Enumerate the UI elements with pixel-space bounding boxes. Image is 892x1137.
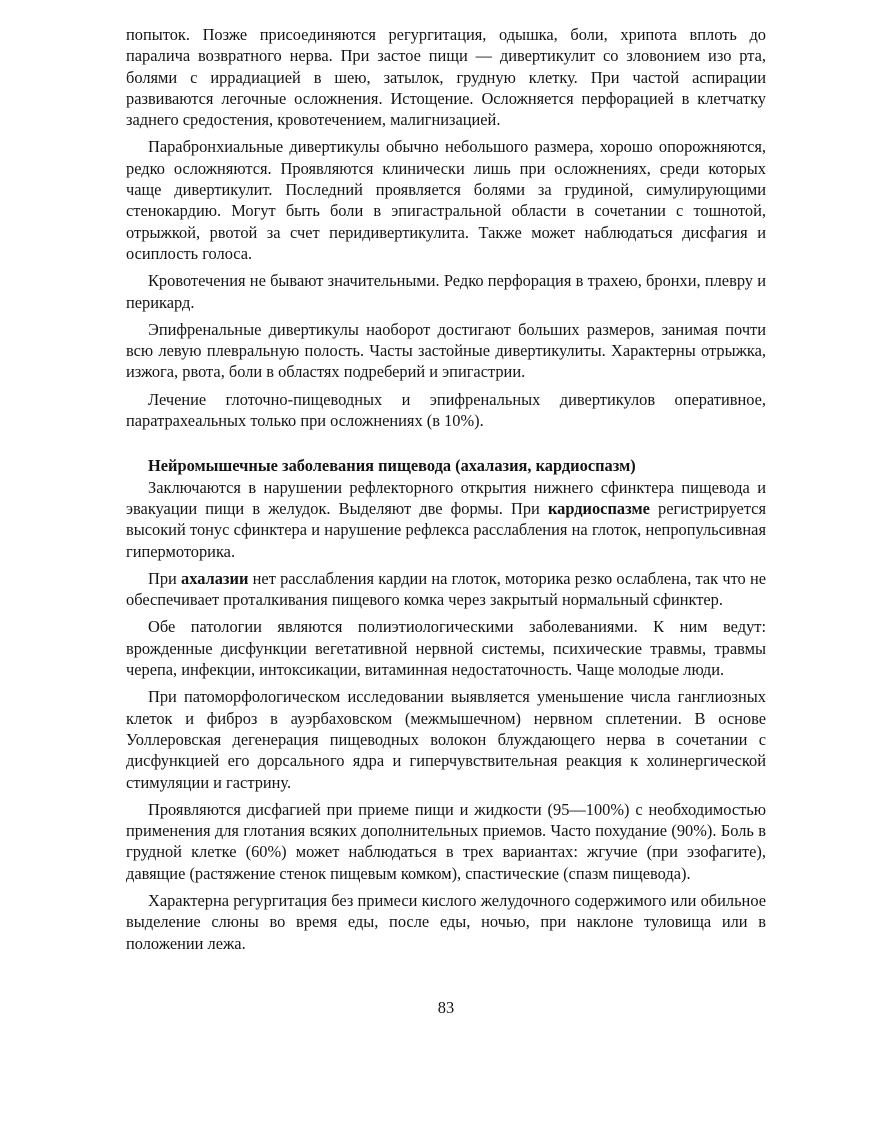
- paragraph-symptoms: Проявляются дисфагией при приеме пищи и жидкости (95—100%) с необходимостью применения для глотания всяких дополнительных приемов. Часто похудание (90%). Боль в грудной клетке (60%) может наблюдаться в трех вариантах: жгучие (при эзофагите), давящие (растяжение стенок пищевым комком), спастические (спазм пищевода).: [126, 799, 766, 883]
- paragraph-bleeding: Кровотечения не бывают значительными. Редко перфорация в трахею, бронхи, плевру и перикард.: [126, 271, 766, 312]
- paragraph-forms: [126, 477, 766, 562]
- bold-term-cardiospasm: кардиоспазме: [547, 498, 650, 518]
- paragraph-epiphrenic: Эпифренальные дивертикулы наоборот достигают больших размеров, занимая почти всю левую плевральную полость. Часты застойные дивертикулиты. Характерны отрыжка, изжога, рвота, боли в областях подреберий и эпигастрии.: [126, 319, 766, 382]
- document-page: [126, 24, 766, 960]
- page-number: 83: [437, 998, 455, 1017]
- paragraph-etiology: Обе патологии являются полиэтиологическими заболеваниями. К ним ведут: врожденные дисфункции вегетативной нервной системы, психические травмы, травмы черепа, инфекции, интоксикации, витаминная недостаточность. Чаще молодые люди.: [126, 617, 766, 680]
- paragraph-continuation: попыток. Позже присоединяются регургитация, одышка, боли, хрипота вплоть до паралича возвратного нерва. При застое пищи — дивертикулит со зловонием изо рта, болями с иррадиацией в шею, затылок, грудную клетку. При частой аспирации развиваются легочные осложнения. Истощение. Осложняется перфорацией в клетчатку заднего средостения, кровотечением, малигнизацией.: [126, 25, 766, 130]
- paragraph-achalasia: [126, 568, 766, 611]
- bold-term-achalasia: ахалазии: [181, 568, 249, 588]
- paragraph-pathomorphology: При патоморфологическом исследовании выявляется уменьшение числа ганглиозных клеток и фиброз в ауэрбаховском (межмышечном) нервном сплетении. В основе Уоллеровская дегенерация пищеводных волокон блуждающего нерва в сочетании с дисфункцией его дорсального ядра и гиперчувствительная реакция к холинергической стимуляции и гастрину.: [126, 687, 766, 792]
- paragraph-parabronchial: Парабронхиальные дивертикулы обычно небольшого размера, хорошо опорожняются, редко осложняются. Проявляются клинически лишь при осложнениях, среди которых чаще дивертикулит. Последний проявляется болями за грудиной, симулирующими стенокардию. Могут быть боли в эпигастральной области в сочетании с тошнотой, отрыжкой, рвотой за счет перидивертикулита. Также может наблюдаться дисфагия и осиплость голоса.: [126, 137, 766, 263]
- section-heading: Нейромышечные заболевания пищевода (ахалазия, кардиоспазм): [148, 456, 636, 476]
- text-run: Заключаются в нарушении рефлекторного открытия нижнего сфинктера пищевода и эвакуации пищи в желудок. Выделяют две формы. При: [126, 477, 766, 518]
- text-run: При: [148, 568, 182, 588]
- paragraph-treatment: Лечение глоточно-пищеводных и эпифренальных дивертикулов оперативное, паратрахеальных только при осложнениях (в 10%).: [126, 389, 766, 431]
- text-run: регистрируется высокий тонус сфинктера и нарушение рефлекса расслабления на глоток, непропульсивная гипермоторика.: [126, 498, 767, 561]
- paragraph-regurgitation: Характерна регургитация без примеси кислого желудочного содержимого или обильное выделение слюны во время еды, после еды, ночью, при наклоне туловища или в положении лежа.: [126, 890, 766, 953]
- text-run: нет расслабления кардии на глоток, моторика резко ослаблена, так что не обеспечивает проталкивания пищевого комка через закрытый нормальный сфинктер.: [126, 568, 766, 610]
